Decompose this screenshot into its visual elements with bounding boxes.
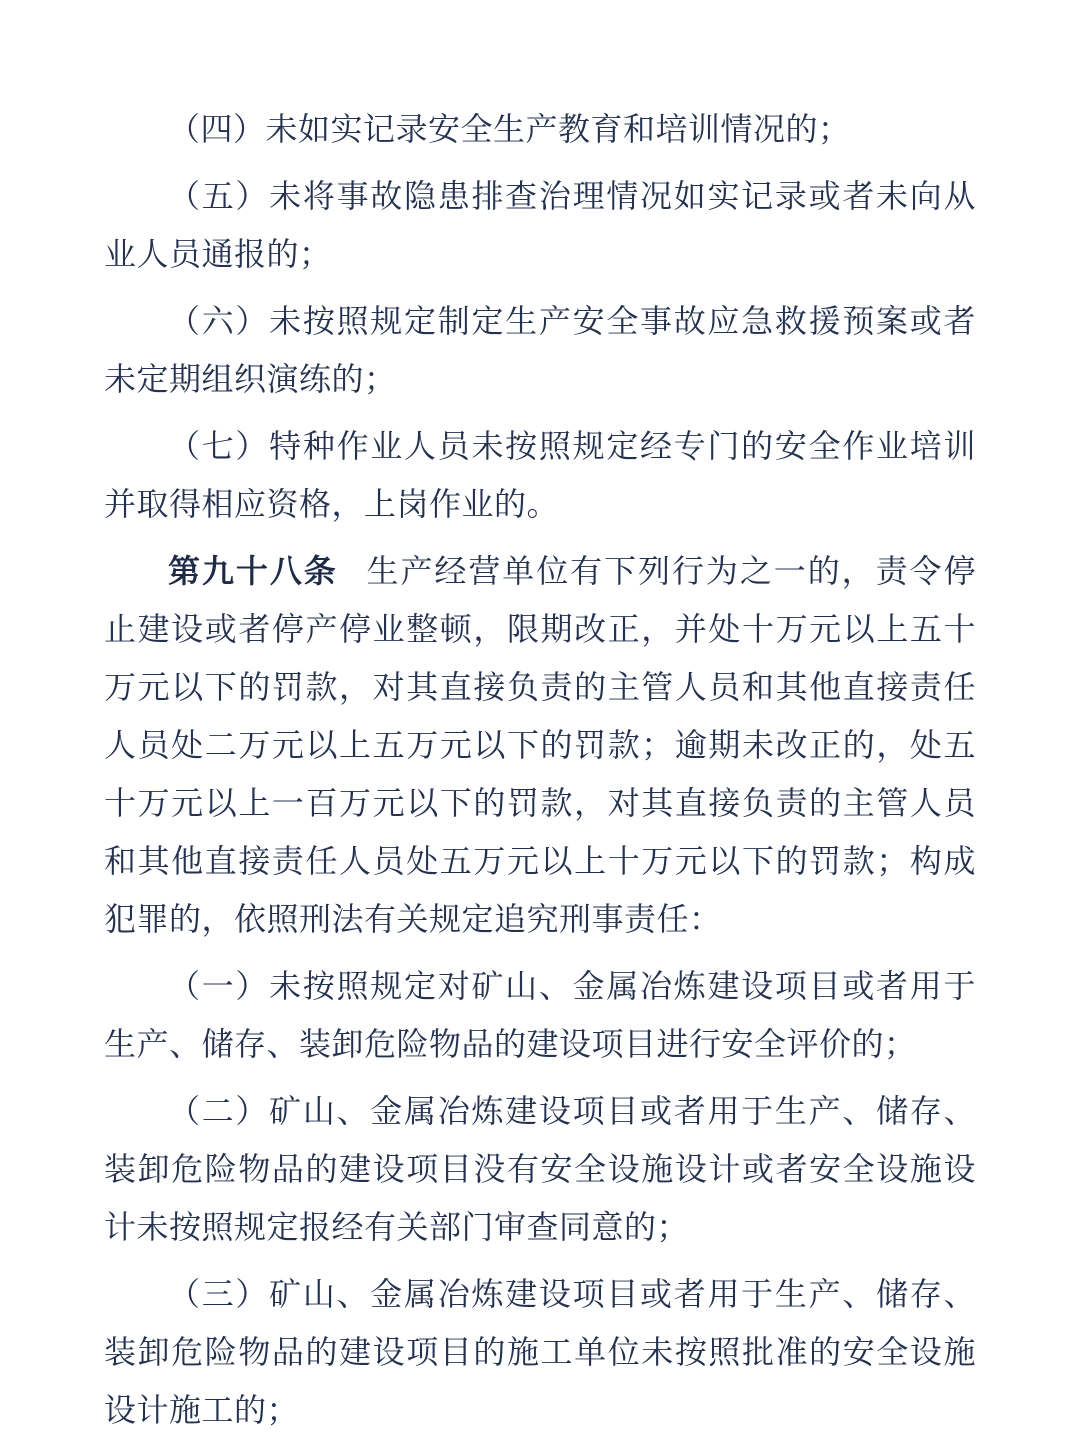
clause-item-3: （三）矿山、金属冶炼建设项目或者用于生产、储存、装卸危险物品的建设项目的施工单位未按照批准的安全设施设计施工的； [104, 1275, 976, 1429]
article-number-heading: 第九十八条 [168, 552, 338, 590]
article-98-body-text: 生产经营单位有下列行为之一的，责令停止建设或者停产停业整顿，限期改正，并处十万元以上五十万元以下的罚款，对其直接负责的主管人员和其他直接责任人员处二万元以上五万元以下的罚款；逾期未改正的，处五十万元以上一百万元以下的罚款，对其直接负责的主管人员和其他直接责任人员处五万元以上十万元以下的罚款；构成犯罪的，依照刑法有关规定追究刑事责任： [104, 552, 976, 938]
clause-item-1: （一）未按照规定对矿山、金属冶炼建设项目或者用于生产、储存、装卸危险物品的建设项目进行安全评价的； [104, 967, 976, 1063]
clause-item-5: （五）未将事故隐患排查治理情况如实记录或者未向从业人员通报的； [104, 177, 976, 273]
clause-item-6: （六）未按照规定制定生产安全事故应急救援预案或者未定期组织演练的； [104, 302, 976, 398]
article-98-paragraph [104, 542, 976, 948]
clause-item-2: （二）矿山、金属冶炼建设项目或者用于生产、储存、装卸危险物品的建设项目没有安全设施设计或者安全设施设计未按照规定报经有关部门审查同意的； [104, 1092, 976, 1246]
clause-item-4: （四）未如实记录安全生产教育和培训情况的； [168, 110, 851, 148]
clause-item-7: （七）特种作业人员未按照规定经专门的安全作业培训并取得相应资格，上岗作业的。 [104, 427, 976, 523]
